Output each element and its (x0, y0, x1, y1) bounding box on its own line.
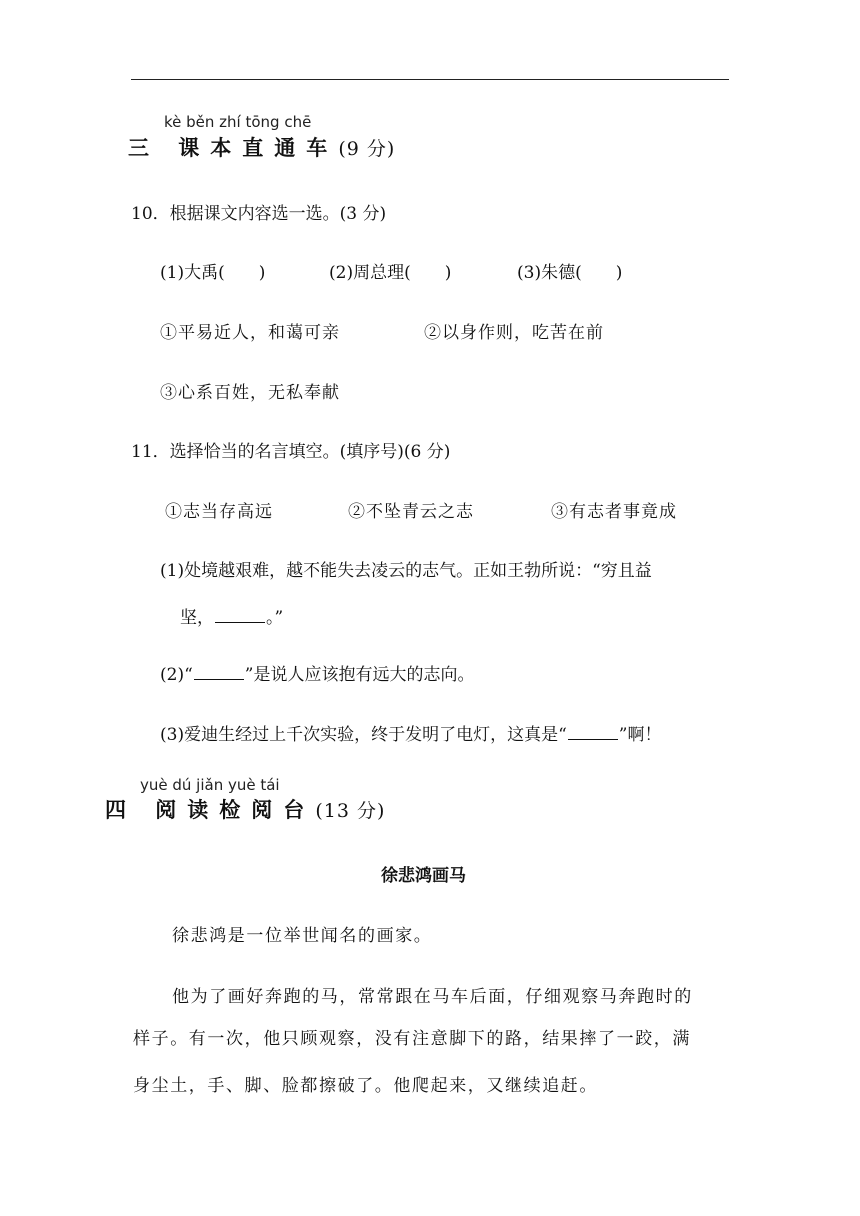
passage-paragraph-2-line1: 他为了画好奔跑的马，常常跟在马车后面，仔细观察马奔跑时的 (172, 987, 693, 1007)
section4-title: 四 阅读检阅台 (105, 798, 316, 822)
section3-pinyin: kè běn zhí tōng chē (164, 113, 312, 131)
q11-sentence-1-line2 (180, 603, 283, 628)
q11-s1-post: 。” (266, 608, 284, 628)
q11-s2-post: ”是说人应该抱有远大的志向。 (244, 665, 475, 685)
passage-paragraph-2-line3: 身尘土，手、脚、脸都擦破了。他爬起来，又继续追赶。 (133, 1076, 598, 1096)
q11-option-2: ②不坠青云之志 (348, 502, 474, 522)
q11-stem: 11．选择恰当的名言填空。(填序号)(6 分) (131, 442, 451, 462)
passage-title: 徐悲鸿画马 (381, 866, 466, 886)
q11-sentence-3 (160, 720, 661, 745)
q11-sentence-2 (160, 660, 474, 685)
q11-s3-post: ”啊！ (618, 725, 662, 745)
q10-item-2: (2)周总理( ) (329, 263, 452, 283)
q11-option-3: ③有志者事竟成 (551, 502, 677, 522)
passage-paragraph-1: 徐悲鸿是一位举世闻名的画家。 (172, 926, 433, 946)
passage-paragraph-2-line2: 样子。有一次，他只顾观察，没有注意脚下的路，结果摔了一跤，满 (133, 1029, 691, 1049)
section3-header (128, 132, 395, 162)
q10-option-2: ②以身作则，吃苦在前 (424, 323, 604, 343)
section4-header (105, 794, 385, 824)
q10-stem: 10．根据课文内容选一选。(3 分) (131, 204, 387, 224)
q11-sentence-1-line1: (1)处境越艰难，越不能失去凌云的志气。正如王勃所说：“穷且益 (160, 561, 652, 581)
q10-item-1: (1)大禹( ) (160, 263, 266, 283)
section3-score: (9 分) (338, 138, 396, 160)
q11-s2-blank[interactable] (194, 667, 244, 680)
top-rule (131, 79, 729, 80)
q10-item-3: (3)朱德( ) (517, 263, 623, 283)
q11-s3-pre: (3)爱迪生经过上千次实验，终于发明了电灯，这真是“ (160, 725, 567, 745)
q11-s3-blank[interactable] (568, 727, 618, 740)
q11-s2-pre: (2)“ (160, 665, 193, 685)
q10-option-1: ①平易近人，和蔼可亲 (160, 323, 340, 343)
section4-score: (13 分) (315, 800, 386, 822)
q10-option-3: ③心系百姓，无私奉献 (160, 383, 340, 403)
section3-title: 三 课本直通车 (128, 136, 339, 160)
q11-s1-pre: 坚， (180, 608, 214, 628)
q11-s1-blank[interactable] (215, 610, 265, 623)
section4-pinyin: yuè dú jiǎn yuè tái (140, 776, 280, 794)
q11-option-1: ①志当存高远 (165, 502, 273, 522)
